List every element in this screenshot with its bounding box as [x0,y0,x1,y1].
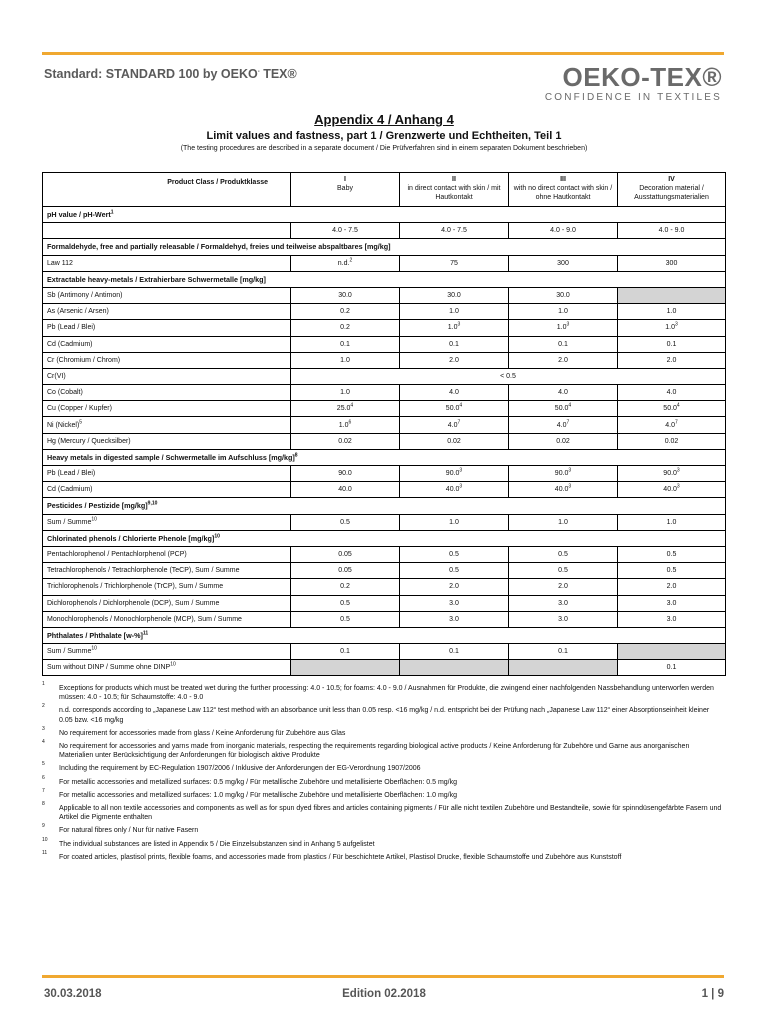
footer-date: 30.03.2018 [44,988,102,1000]
page-subtitle: Limit values and fastness, part 1 / Grenzwerte und Echtheiten, Teil 1 [206,130,562,142]
table-row: Sum without DINP / Summe ohne DINP$^{10}$ 0.1 [43,660,726,676]
bottom-accent-rule [42,975,724,978]
class-header: II in direct contact with skin / mit Hautkontakt [400,173,509,207]
table-row: 4.0 - 7.5 4.0 - 7.5 4.0 - 9.0 4.0 - 9.0 [43,223,726,239]
class-header: IV Decoration material / Ausstattungsmaterialien [618,173,726,207]
footnotes [42,681,724,866]
footnote: 10 The individual substances are listed in Appendix 5 / Die Einzelsubstanzen sind in Anhang 5 aufgelistet [42,836,375,848]
footnote: 7 For metallic accessories and metallized surfaces: 1.0 mg/kg / Für metallische Zubehöre und metallisierte Oberflächen: 1.0 mg/kg [42,787,458,799]
table-row: Pentachlorophenol / Pentachlorphenol (PCP) 0.05 0.5 0.5 0.5 [43,546,726,562]
section-row: Formaldehyde, free and partially releasable / Formaldehyd, freies und teilweise abspaltbares [mg/kg] [43,239,726,255]
table-row: Sum / Summe$^{10}$ 0.5 1.0 1.0 1.0 [43,514,726,530]
table-row: Cr(VI) < 0.5 [43,368,726,384]
section-row: Phthalates / Phthalate $[w-\%]^{11}$ [43,627,726,643]
testing-procedure-note: (The testing procedures are described in a separate document / Die Prüfverfahren sind in einem separaten Dokument beschrieben) [180,145,588,152]
logo-tagline: CONFIDENCE IN TEXTILES [544,92,722,103]
table-row: As (Arsenic / Arsen) 0.2 1.0 1.0 1.0 [43,304,726,320]
table-row: Dichlorophenols / Dichlorphenole (DCP), Sum / Summe 0.5 3.0 3.0 3.0 [43,595,726,611]
footnote: 1 Exceptions for products which must be treated wet during the further processing: 4.0 - 10.5; for foams: 4.0 - 9.0 / Ausnahmen für Produkte, die zwingend einer nachfolgenden Nassbehandlung unterworfen werden müssen: 4.0 - 10.5; für Schaumstoffe: 4.0 - 9.0 [42,681,714,702]
class-header: I Baby [291,173,400,207]
class-header: III with no direct contact with skin / ohne Hautkontakt [509,173,618,207]
footnote: 9 For natural fibres only / Nur für native Fasern [42,823,199,835]
title-block [0,112,768,152]
section-row: Extractable heavy-metals / Extrahierbare Schwermetalle [mg/kg] [43,271,726,287]
section-row: Heavy metals in digested sample / Schwermetalle im Aufschluss $[mg/kg]^8$ [43,449,726,465]
section-row: Pesticides / Pestizide $[mg/kg]^{9,10}$ [43,498,726,514]
footnote: 8 Applicable to all non textile accessories and components as well as for spun dyed fibres and articles containing pigments / Für alle nicht textilen Zubehöre und Bestandteile, sowie für spinndüsengefärbte Fasern und Artikel die Pigmente enthalten [42,801,722,822]
table-row: Sb (Antimony / Antimon) 30.0 30.0 30.0 [43,287,726,303]
limit-values-table [42,172,726,676]
top-accent-rule [42,52,724,55]
table-row: Cd (Cadmium) 0.1 0.1 0.1 0.1 [43,336,726,352]
table-row: Cr (Chromium / Chrom) 1.0 2.0 2.0 2.0 [43,352,726,368]
logo-wordmark: OEKO-TEX® [562,62,722,92]
table-row: Pb (Lead / Blei) 90.0 90.0$^3$ 90.0$^3$ 90.0$^3$ [43,466,726,482]
table-header-row [43,173,726,207]
footnote: 4 No requirement for accessories and yarns made from inorganic materials, respecting the requirements regarding biological active products / Keine Anforderung für Zubehöre und Garne aus anorganischen Materialien unter Berücksichtigung der Anforderungen für biologisch aktive Produkte [42,739,690,760]
section-row: pH value / pH-Wert$^1$ [43,207,726,223]
table-row: Pb (Lead / Blei) 0.2 $1.0^3$ $1.0^3$ $1.0^3$ [43,320,726,336]
table-row: Sum / Summe$^{10}$ 0.1 0.1 0.1 [43,644,726,660]
page-title: Appendix 4 / Anhang 4 [314,112,454,127]
page-number: 1 | 9 [701,988,724,1000]
table-row: Cu (Copper / Kupfer) 25.0$^4$ 50.0$^4$ 50.0$^4$ 50.0$^4$ [43,401,726,417]
table-row: Law 112 n.d.$^2$ 75 300 300 [43,255,726,271]
footnote: 5 Including the requirement by EC-Regulation 1907/2006 / Inklusive der Anforderungen der EG-Verordnung 1907/2006 [42,761,421,773]
table-row: Hg (Mercury / Quecksilber) 0.02 0.02 0.02 0.02 [43,433,726,449]
product-class-header: Product Class / Produktklasse [43,173,291,207]
oeko-tex-logo [545,63,722,103]
footnote: 6 For metallic accessories and metallized surfaces: 0.5 mg/kg / Für metallische Zubehöre und metallisierte Oberflächen: 0.5 mg/kg [42,774,458,786]
table-row: Tetrachlorophenols / Tetrachlorphenole (TeCP), Sum / Summe 0.05 0.5 0.5 0.5 [43,563,726,579]
table-row: Monochlorophenols / Monochlorphenole (MCP), Sum / Summe 0.5 3.0 3.0 3.0 [43,611,726,627]
footnote: 3 No requirement for accessories made from glass / Keine Anforderung für Zubehöre aus Glas [42,725,346,737]
table-row: Ni (Nickel)$^5$ $1.0^6$ $4.0^7$ $4.0^7$ $4.0^7$ [43,417,726,433]
footnote: 11 For coated articles, plastisol prints, flexible foams, and accessories made from plastics / Für beschichtete Artikel, Plastisol Drucke, flexible Schaumstoffe und Zubehöre aus Kunststoff [42,849,622,861]
standard-label: Standard: STANDARD 100 by OEKO- TEX® [44,67,297,81]
table-row: Cd (Cadmium) 40.0 40.0$^3$ 40.0$^3$ 40.0$^3$ [43,482,726,498]
table-row: Co (Cobalt) 1.0 4.0 4.0 4.0 [43,385,726,401]
footnote: 2 n.d. corresponds according to „Japanese Law 112“ test method with an absorbance unit less than 0.05 resp. <16 mg/kg / n.d. entspricht bei der Prüfung nach „Japanese Law 112“ einer Absorptionseinheit kleiner 0.05 bzw. <16 mg/kg [42,703,710,724]
footer-edition: Edition 02.2018 [342,988,426,1000]
table-row: Trichlorophenols / Trichlorphenole (TrCP), Sum / Summe 0.2 2.0 2.0 2.0 [43,579,726,595]
section-row: Chlorinated phenols / Chlorierte Phenole $[mg/kg]^{10}$ [43,530,726,546]
